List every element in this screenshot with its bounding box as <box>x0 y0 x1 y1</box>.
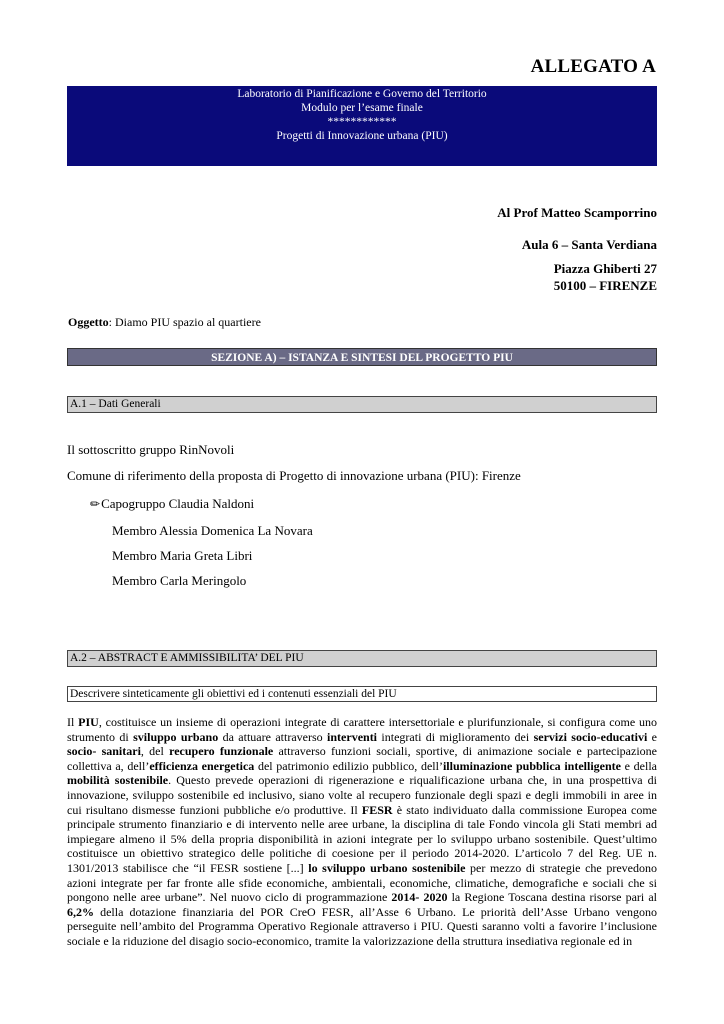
abstract-bold-run: FESR <box>361 802 393 817</box>
oggetto <box>68 315 261 330</box>
comune-line: Comune di riferimento della proposta di Progetto di innovazione urbana (PIU): Firenze <box>67 468 521 483</box>
a2-header: A.2 – ABSTRACT E AMMISSIBILITA’ DEL PIU <box>67 650 657 667</box>
abstract-bold-run: lo sviluppo urbano sostenibile <box>308 860 466 875</box>
header-line-1: Laboratorio di Pianificazione e Governo del Territorio <box>237 88 487 100</box>
abstract-run: integrati di miglioramento dei <box>377 729 534 744</box>
oggetto-label: Oggetto <box>68 315 109 329</box>
abstract-bold-run: servizi socio-educativi <box>533 729 648 744</box>
abstract-run: per mezzo di strategie che prevedono azioni integrate per far fronte alle sfide economiche, ambientali, economiche, climatiche, demografiche e sociali che si pongono nelle aree urbane”. Nel nuovo ciclo di programmazione <box>67 860 657 905</box>
pencil-icon: ✏ <box>90 497 101 511</box>
abstract-run: della dotazione finanziaria del POR CreO FESR, all’Asse 6 Urbano. Le priorità dell’Asse Urbano vengono perseguite nell’ambito del Programma Operativo Regionale attraverso i PIU. Questi saranno volti a favorire l’inclusione sociale e la riduzione del disagio socio-economico, tramite la valorizzazione della struttura insediativa regionale ed in <box>67 904 657 948</box>
abstract-text <box>67 715 657 949</box>
member-1: Membro Alessia Domenica La Novara <box>112 523 313 538</box>
city: 50100 – FIRENZE <box>553 278 657 293</box>
abstract-bold-run: 6,2% <box>67 904 94 919</box>
recipient: Al Prof Matteo Scamporrino <box>497 205 657 220</box>
group-line: Il sottoscritto gruppo RinNovoli <box>67 442 235 457</box>
abstract-bold-run: interventi <box>327 729 378 744</box>
abstract-bold-run: 2014- 2020 <box>391 890 448 905</box>
abstract-run: attraverso funzioni sociali, sportive, di animazione sociale e partecipazione collettiva a, dell’ <box>67 744 657 773</box>
abstract-run: , del <box>140 744 170 759</box>
abstract-run: del patrimonio edilizio pubblico, dell’ <box>254 758 443 773</box>
abstract-run: . Questo prevede operazioni di rigenerazione e riqualificazione urbana che, in una prospettiva di innovazione, sviluppo sostenibile ed inclusivo, siano volte al recupero funzionale degli spazi e degli immobili in aree in cui risultano dismesse funzioni pubbliche e/o produttive. Il <box>67 773 657 817</box>
header-line-2: Modulo per l’esame finale <box>301 102 423 114</box>
abstract-bold-run: socio- sanitari <box>67 744 141 759</box>
abstract-run: è stato individuato dalla commissione Europea come principale strumento finanziario e di intervento nelle aree urbane, la disciplina di tale Fondo vincola gli Stati membri ad impiegare almeno il 5% della propria disponibilità in azioni integrate per lo sviluppo urbano sostenibile. Quest’ultimo costituisce un obiettivo strategico delle politiche di coesione per il periodo 2014-2020. L’articolo 7 del Reg. UE n. 1301/2013 stabilisce che “il FESR sostiene [...] <box>67 802 658 875</box>
abstract-run: , costituisce un insieme di operazioni integrate di carattere intersettoriale e plurifunzionale, si configura come uno strumento di <box>67 715 657 744</box>
header-line-4: Progetti di Innovazione urbana (PIU) <box>276 130 448 142</box>
member-leader: Capogruppo Claudia Naldoni <box>101 496 255 511</box>
member-2: Membro Maria Greta Libri <box>112 548 253 563</box>
abstract-bold-run: mobilità sostenibile <box>67 773 169 788</box>
course-header <box>67 86 657 166</box>
abstract-run: da attuare attraverso <box>218 729 328 744</box>
abstract-run: e <box>647 729 658 744</box>
room: Aula 6 – Santa Verdiana <box>521 237 657 252</box>
member-3: Membro Carla Meringolo <box>112 573 247 588</box>
section-a-header: SEZIONE A) – ISTANZA E SINTESI DEL PROGETTO PIU <box>67 348 657 366</box>
street: Piazza Ghiberti 27 <box>553 261 657 276</box>
abstract-bold-run: illuminazione pubblica intelligente <box>442 758 621 773</box>
allegato-title: ALLEGATO A <box>530 56 656 77</box>
abstract-run: Il <box>67 715 79 729</box>
abstract-bold-run: PIU <box>78 715 99 729</box>
oggetto-text: : Diamo PIU spazio al quartiere <box>108 315 261 329</box>
abstract-run: e della <box>621 758 657 773</box>
abstract-run: la Regione Toscana destina risorse pari al <box>447 890 658 905</box>
header-line-3: ************ <box>327 116 397 128</box>
a1-header: A.1 – Dati Generali <box>67 396 657 413</box>
abstract-bold-run: sviluppo urbano <box>133 729 219 744</box>
abstract-bold-run: recupero funzionale <box>169 744 274 759</box>
abstract-bold-run: efficienza energetica <box>149 758 255 773</box>
member-row-leader <box>90 496 254 512</box>
a2-description-label: Descrivere sinteticamente gli obiettivi ed i contenuti essenziali del PIU <box>67 686 657 702</box>
